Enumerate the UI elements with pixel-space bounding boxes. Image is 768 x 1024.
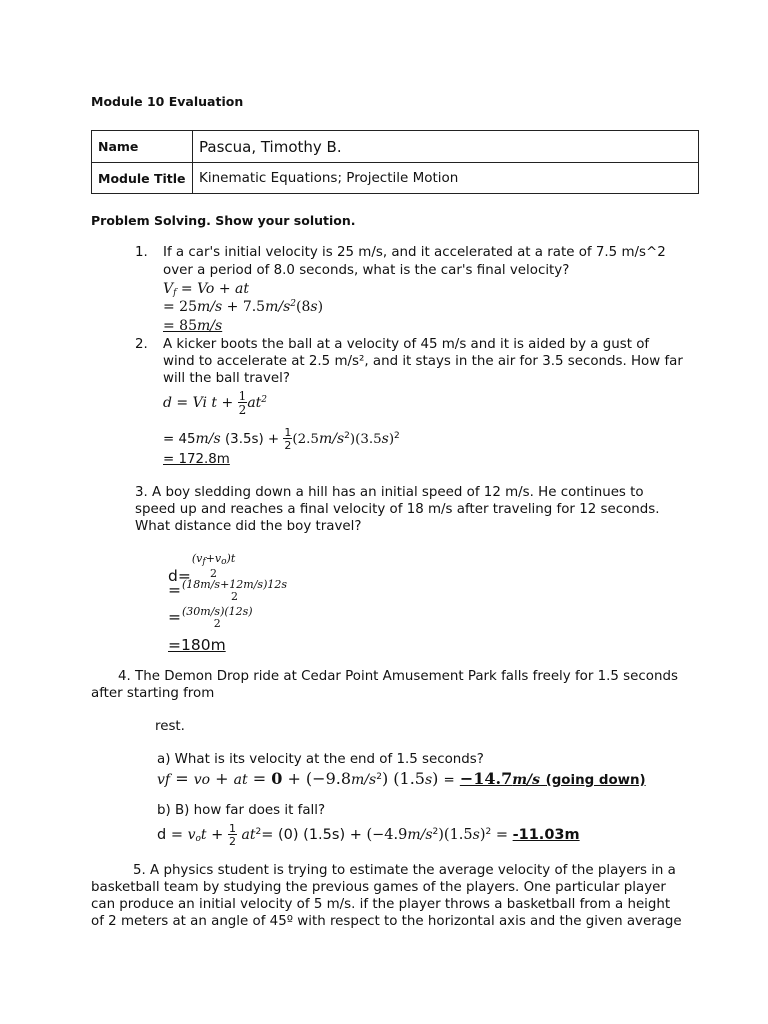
problem-2-eq-3: = 172.8m [163, 452, 230, 467]
problem-4-line-2: after starting from [91, 686, 215, 701]
problem-2-number: 2. [135, 337, 148, 352]
problem-1-eq-2: = $25m/s + 7.5m/s^2(8s)$ [163, 299, 324, 315]
problem-4a-label: a) What is its velocity at the end of 1.5 seconds? [157, 752, 484, 767]
problem-1-number: 1. [135, 245, 148, 260]
problem-4a-eq: vf = vo + at = $0 + (-9.8m/s^2) (1.5s) = -14.7m/s$ (going down) [157, 769, 646, 788]
problem-4b-eq: $d = v_ot$ + $\frac{1}{2}$ $at^2= (0) (1.5s) + (-4.9m/s^2)(1.5s)^2 = -11.03m$ [157, 822, 580, 848]
module-title-value: Kinematic Equations; Projectile Motion [193, 163, 699, 194]
problem-2-line-2: wind to accelerate at 2.5 m/s², and it stays in the air for 3.5 seconds. How far [163, 354, 683, 369]
problem-3-eq-2: = (18m/s+12m/s)12s 2 [168, 578, 287, 603]
instructions: Problem Solving. Show your solution. [91, 213, 356, 228]
problem-3-eq-3: = (30m/s)(12s) 2 [168, 605, 253, 630]
problem-4-line-1: 4. The Demon Drop ride at Cedar Point Amusement Park falls freely for 1.5 seconds [118, 669, 678, 684]
module-title-label: Module Title [92, 163, 193, 194]
table-row [92, 163, 699, 194]
name-value: Pascua, Timothy B. [193, 131, 699, 163]
problem-2-eq-2: = 45m/s (3.5s) + $\frac{1}{2}$ $(2.5m/s^2)(3.5s)^2$ [163, 426, 400, 452]
problem-1-eq-3: = 85m/s [163, 318, 223, 334]
problem-3-line-2: speed up and reaches a final velocity of 18 m/s after traveling for 12 seconds. [135, 502, 660, 517]
problem-3-eq-1: d= $(v_f+v_o)t$ 2 [168, 552, 236, 585]
problem-2-line-1: A kicker boots the ball at a velocity of 45 m/s and it is aided by a gust of [163, 337, 650, 352]
problem-2-eq-1: d = Vi t + $\frac{1}{2}$ $at^2$ [163, 389, 268, 417]
problem-5-line-4: of 2 meters at an angle of 45º with respect to the horizontal axis and the given average [91, 914, 682, 929]
problem-4b-label: b) B) how far does it fall? [157, 803, 326, 818]
problem-1-line-2: over a period of 8.0 seconds, what is the car's final velocity? [163, 263, 570, 278]
page-title: Module 10 Evaluation [91, 94, 244, 109]
problem-1-eq-1: $V_f = Vo$ + at [163, 281, 249, 298]
problem-3-eq-4: =180m [168, 636, 226, 654]
problem-5-line-3: can produce an initial velocity of 5 m/s. if the player throws a basketball from a height [91, 897, 671, 912]
problem-4-line-3: rest. [155, 719, 185, 734]
info-table [91, 130, 699, 194]
problem-5-line-2: basketball team by studying the previous games of the players. One particular player [91, 880, 666, 895]
problem-1-line-1: If a car's initial velocity is 25 m/s, and it accelerated at a rate of 7.5 m/s^2 [163, 245, 666, 260]
name-label: Name [92, 131, 193, 163]
problem-3-line-3: What distance did the boy travel? [135, 519, 362, 534]
problem-2-line-3: will the ball travel? [163, 371, 290, 386]
problem-4b-answer: -11.03m [512, 827, 580, 843]
problem-3-line-1: 3. A boy sledding down a hill has an initial speed of 12 m/s. He continues to [135, 485, 644, 500]
table-row [92, 131, 699, 163]
problem-5-line-1: 5. A physics student is trying to estimate the average velocity of the players in a [133, 863, 676, 878]
